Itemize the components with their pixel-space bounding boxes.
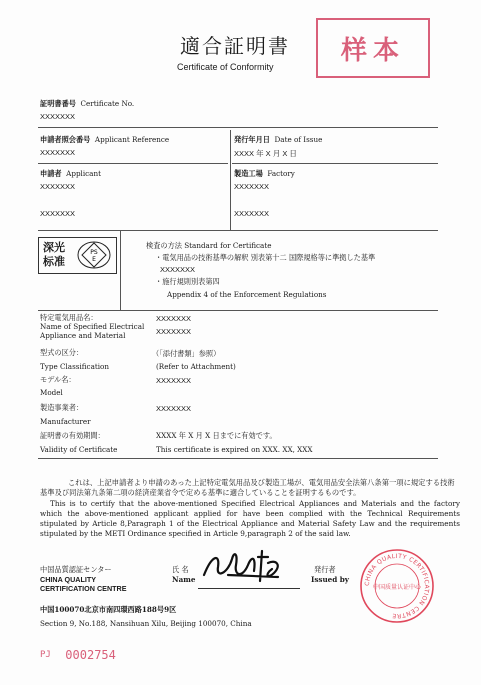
- signature-line: [198, 588, 300, 589]
- type-value: （「添付書類」参照）: [152, 349, 221, 358]
- column-divider: [230, 130, 231, 230]
- model-value: XXXXXXX: [156, 376, 192, 385]
- method-line-2: XXXXXXX: [160, 265, 196, 274]
- date-issue-label: 発行年月日 Date of Issue: [234, 135, 323, 144]
- pse-diamond-icon: [77, 240, 111, 270]
- applicant-ref-value: XXXXXXX: [40, 148, 76, 157]
- manufacturer-value: XXXXXXX: [156, 404, 192, 413]
- product-name-label-en: Name of Specified Electrical Appliance and Material: [40, 322, 145, 340]
- address-en: Section 9, No.188, Nansihuan Xilu, Beijing 100070, China: [40, 619, 252, 628]
- date-issue-value: XXXX 年 X 月 X 日: [234, 149, 297, 158]
- method-line-4: Appendix 4 of the Enforcement Regulations: [167, 290, 327, 299]
- statement-english: This is to certify that the above-mentioned Specified Electrical Appliances and Materials and the factory which the above-mentioned applicant applied for have been complied with the Technical Requirements stipulated by Article 8,Paragraph 1 of the Electrical Appliance and Material Safety Law and the requirements stipulated by the METI Ordinance specified in Article 9,paragraph 2 of the said law.: [40, 499, 460, 538]
- seal-center-text: 中国质量认证中心: [372, 584, 422, 591]
- issuer-label-en: Issued by: [311, 575, 349, 584]
- product-name-value: XXXXXXX: [156, 314, 192, 323]
- manufacturer-label-en: Manufacturer: [40, 417, 91, 426]
- signature: [198, 545, 288, 589]
- applicant-label: 申請者 Applicant: [40, 169, 101, 178]
- svg-text:PS: PS: [90, 249, 98, 256]
- validity-value: XXXX 年 X 月 X 日までに有効です。: [156, 431, 277, 440]
- divider: [38, 163, 228, 164]
- validity-value-2: This certificate is expired on XXX. XX, XXX: [156, 445, 313, 454]
- divider: [232, 163, 438, 164]
- certification-statement: [40, 478, 460, 539]
- address-ja: 中国100070北京市南四環西路188号9区: [40, 605, 177, 614]
- cert-no-value: XXXXXXX: [40, 112, 76, 121]
- seal-ring-text: CHINA QUALITY CERTIFICATION CENTRE: [363, 552, 431, 620]
- factory-label: 製造工場 Factory: [234, 169, 295, 178]
- title-english: Certificate of Conformity: [177, 62, 274, 72]
- type-value-2: (Refer to Attachment): [156, 362, 236, 371]
- model-label-en: Model: [40, 388, 63, 397]
- applicant-value-2: XXXXXXX: [40, 209, 76, 218]
- column-divider: [120, 230, 121, 310]
- method-line-3: ・施行規則別表第四: [155, 277, 220, 286]
- svg-text:E: E: [92, 256, 96, 263]
- factory-value-2: XXXXXXX: [234, 209, 270, 218]
- validity-label-ja: 証明書の有効期間：: [40, 431, 105, 440]
- org-name-ja: 中国品質認証センター: [40, 565, 112, 574]
- name-label-en: Name: [172, 575, 196, 584]
- method-line-1: ・電気用品の技術基準の解釈 別表第十二 国際規格等に準拠した基準: [155, 253, 376, 262]
- issuer-label-ja: 発行者: [314, 565, 336, 574]
- statement-japanese: これは、上記申請者より申請のあった上記特定電気用品及び製造工場が、電気用品安全法第八条第一項に規定する技術基準及び同法第九条第二項の経済産業省令で定める基準に適合していることを証明するものです。: [40, 478, 455, 497]
- product-name-value-2: XXXXXXX: [156, 327, 192, 336]
- serial-prefix: PJ: [40, 650, 51, 660]
- name-label-ja: 氏 名: [172, 565, 189, 574]
- certification-mark-box: [38, 237, 117, 274]
- sample-stamp: 样本: [316, 18, 430, 78]
- org-name-en-2: CERTIFICATION CENTRE: [40, 584, 127, 593]
- applicant-ref-label: 申請者照会番号 Applicant Reference: [40, 135, 170, 144]
- type-label-ja: 型式の区分：: [40, 348, 84, 357]
- applicant-value-1: XXXXXXX: [40, 182, 76, 191]
- divider: [38, 230, 438, 231]
- model-label-ja: モデル名：: [40, 375, 76, 384]
- serial-number: [40, 648, 116, 662]
- serial-digits: 0002754: [65, 648, 116, 662]
- type-label-en: Type Classification: [40, 362, 110, 371]
- manufacturer-label-ja: 製造事業者：: [40, 403, 84, 412]
- method-label: 検査の方法 Standard for Certificate: [146, 241, 272, 250]
- title-japanese: 適合証明書: [180, 34, 290, 58]
- divider: [38, 127, 438, 128]
- official-seal: [359, 548, 435, 624]
- product-name-label-ja: 特定電気用品名：: [40, 313, 98, 322]
- org-name-en-1: CHINA QUALITY: [40, 575, 97, 584]
- divider: [38, 458, 438, 459]
- factory-value-1: XXXXXXX: [234, 182, 270, 191]
- validity-label-en: Validity of Certificate: [40, 445, 118, 454]
- divider: [38, 310, 438, 311]
- shenguang-mark: 深光标准: [43, 241, 65, 268]
- cert-no-label: 証明書番号 Certificate No.: [40, 99, 135, 108]
